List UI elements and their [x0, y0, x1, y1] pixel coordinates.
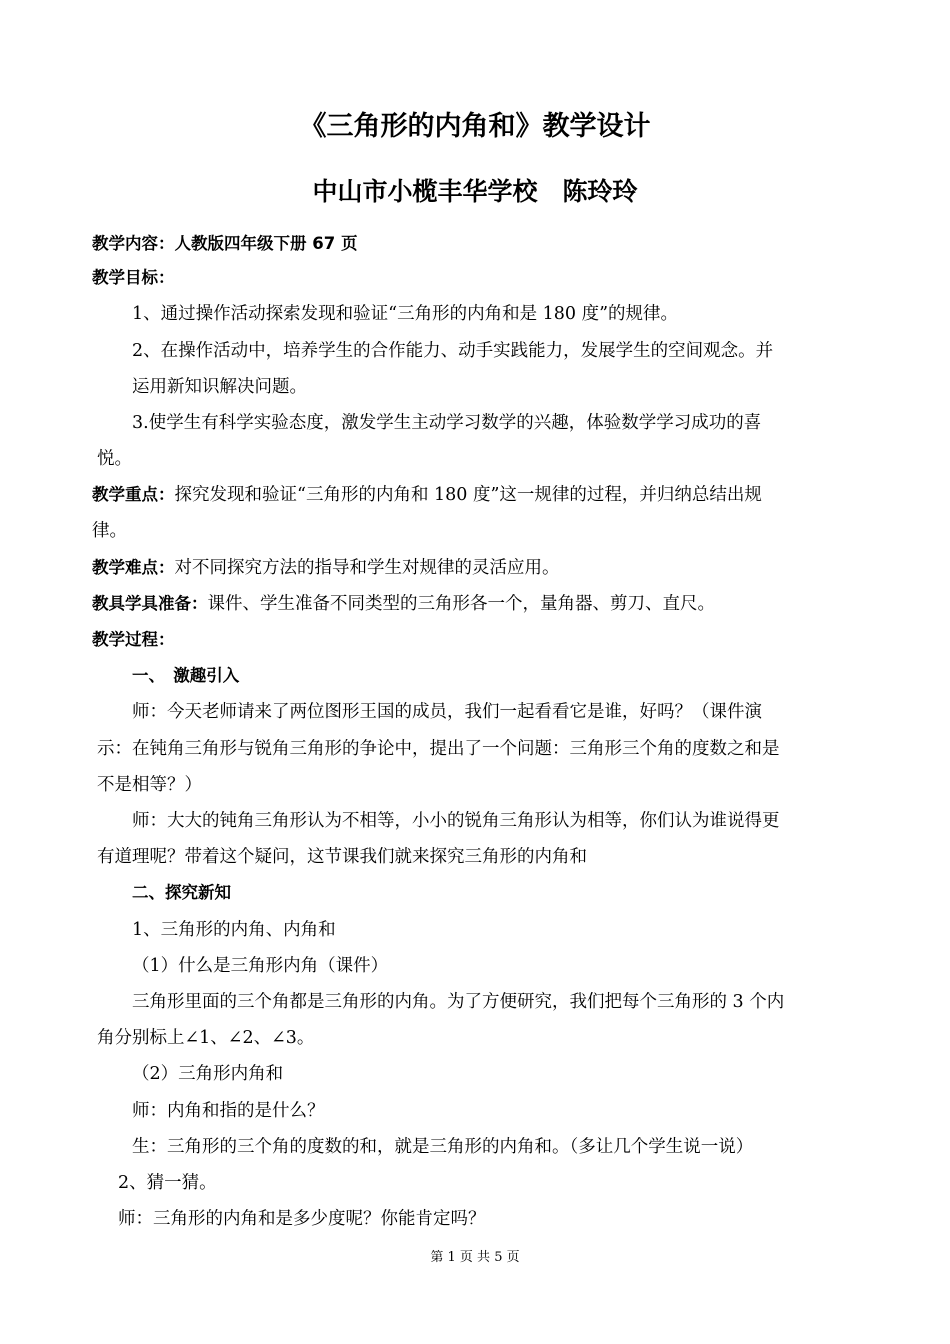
subsection-2-1: 1、三角形的内角、内角和: [132, 920, 336, 940]
subsection-2-2: 2、猜一猜。: [118, 1173, 217, 1193]
document-subtitle: 中山市小榄丰华学校 陈玲玲: [312, 177, 638, 206]
key-point: [92, 483, 762, 507]
paragraph-1-line-3: 不是相等？）: [97, 775, 202, 795]
goal-item-3-line-1: 3.使学生有科学实验态度，激发学生主动学习数学的兴趣，体验数学学习成功的喜: [132, 413, 762, 433]
goal-item-2-line-1: 2、在操作活动中，培养学生的合作能力、动手实践能力，发展学生的空间观念。并: [132, 341, 774, 361]
teaching-content-label: 教学内容：: [92, 234, 175, 253]
paragraph-2-line-1: 师：大大的钝角三角形认为不相等，小小的锐角三角形认为相等，你们认为谁说得更: [132, 811, 780, 831]
question-2: 师：三角形的内角和是多少度呢？你能肯定吗？: [118, 1209, 486, 1229]
subsection-2-1-2: （2）三角形内角和: [132, 1064, 284, 1084]
goal-item-2-line-2: 运用新知识解决问题。: [132, 377, 307, 397]
key-point-line-2: 律。: [92, 521, 127, 541]
paragraph-3-line-1: 三角形里面的三个角都是三角形的内角。为了方便研究，我们把每个三角形的 3 个内: [132, 992, 785, 1012]
tools: [92, 592, 715, 616]
subsection-2-1-1: （1）什么是三角形内角（课件）: [132, 956, 389, 976]
key-point-label: 教学重点：: [92, 485, 175, 504]
teaching-content-text: 人教版四年级下册 67 页: [174, 234, 358, 253]
paragraph-2-line-2: 有道理呢？带着这个疑问，这节课我们就来探究三角形的内角和: [97, 847, 587, 867]
goal-item-3-line-2: 悦。: [97, 449, 132, 469]
paragraph-1-line-2: 示：在钝角三角形与锐角三角形的争论中，提出了一个问题：三角形三个角的度数之和是: [97, 739, 780, 759]
process-label: 教学过程：: [92, 630, 175, 649]
section-2-heading: 二、探究新知: [132, 883, 231, 902]
teaching-content: [92, 232, 357, 256]
difficulty: [92, 556, 560, 580]
difficulty-label: 教学难点：: [92, 558, 175, 577]
paragraph-3-line-2: 角分别标上∠1、∠2、∠3。: [97, 1028, 315, 1048]
question-1: 师：内角和指的是什么？: [132, 1101, 325, 1121]
tools-text: 课件、学生准备不同类型的三角形各一个，量角器、剪刀、直尺。: [207, 594, 715, 614]
document-title: 《三角形的内角和》教学设计: [299, 111, 651, 142]
answer-1: 生：三角形的三个角的度数的和，就是三角形的内角和。（多让几个学生说一说）: [132, 1137, 754, 1157]
paragraph-1-line-1: 师：今天老师请来了两位图形王国的成员，我们一起看看它是谁，好吗？（课件演: [132, 702, 762, 722]
page-footer: 第 1 页 共 5 页: [430, 1250, 520, 1265]
key-point-text: 探究发现和验证“三角形的内角和 180 度”这一规律的过程，并归纳总结出规: [174, 485, 762, 505]
section-1-heading: 一、 激趣引入: [132, 666, 240, 685]
goal-item-1: 1、通过操作活动探索发现和验证“三角形的内角和是 180 度”的规律。: [132, 304, 679, 324]
tools-label: 教具学具准备：: [92, 594, 208, 613]
teaching-goals-label: 教学目标：: [92, 268, 175, 287]
difficulty-text: 对不同探究方法的指导和学生对规律的灵活应用。: [174, 558, 560, 578]
